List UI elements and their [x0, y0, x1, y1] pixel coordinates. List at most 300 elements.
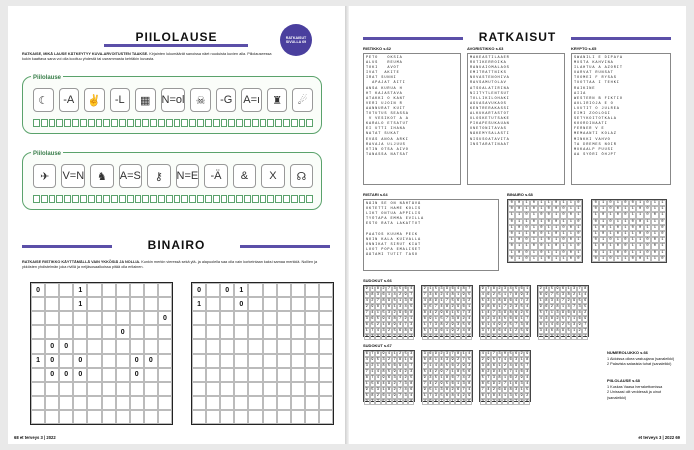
letter-box[interactable] — [267, 195, 274, 203]
binairo-cell[interactable] — [130, 382, 144, 396]
letter-box[interactable] — [283, 119, 290, 127]
binairo-cell[interactable]: 0 — [158, 311, 172, 325]
binairo-cell[interactable] — [116, 339, 130, 353]
letter-box[interactable] — [236, 119, 243, 127]
binairo-cell[interactable] — [102, 410, 116, 424]
binairo-cell[interactable] — [305, 368, 319, 382]
binairo-cell[interactable] — [130, 325, 144, 339]
letter-box[interactable] — [260, 119, 267, 127]
binairo-cell[interactable] — [45, 396, 59, 410]
letter-box[interactable] — [150, 119, 157, 127]
binairo-cell[interactable] — [234, 325, 248, 339]
binairo-cell[interactable] — [248, 339, 262, 353]
sudoku-cell: 7 — [584, 329, 587, 333]
letter-box[interactable] — [221, 119, 228, 127]
binairo-cell[interactable] — [305, 311, 319, 325]
binairo-cell[interactable] — [87, 297, 101, 311]
binairo-cell[interactable] — [116, 368, 130, 382]
binairo-cell[interactable] — [102, 311, 116, 325]
letter-box[interactable] — [181, 195, 188, 203]
binairo-cell[interactable] — [59, 410, 73, 424]
binairo-cell[interactable] — [305, 325, 319, 339]
sudoku-cell: 4 — [468, 352, 471, 356]
binairo-cell[interactable] — [144, 311, 158, 325]
binairo-cell[interactable] — [291, 325, 305, 339]
binairo-cell[interactable] — [305, 396, 319, 410]
binairo-cell[interactable] — [277, 368, 291, 382]
letter-box[interactable] — [244, 195, 251, 203]
letter-box[interactable] — [72, 195, 79, 203]
sudoku-cell: 4 — [503, 329, 507, 333]
sudoku-cell: 2 — [387, 329, 391, 333]
binairo-cell[interactable] — [87, 311, 101, 325]
binairo-cell[interactable] — [305, 410, 319, 424]
binairo-cell[interactable] — [59, 354, 73, 368]
sudoku-cell: 9 — [440, 311, 443, 315]
binairo-cell[interactable] — [45, 297, 59, 311]
binairo-cell[interactable] — [102, 325, 116, 339]
binairo-cell[interactable]: 0 — [130, 368, 144, 382]
letter-box[interactable] — [197, 119, 204, 127]
binairo-cell[interactable] — [31, 311, 45, 325]
binairo-cell[interactable] — [220, 354, 234, 368]
binairo-cell[interactable] — [206, 396, 220, 410]
binairo-cell[interactable] — [130, 297, 144, 311]
sudoku-cell: 5 — [382, 400, 385, 404]
letter-box[interactable] — [72, 119, 79, 127]
binairo-cell[interactable] — [277, 382, 291, 396]
binairo-cell[interactable] — [277, 311, 291, 325]
letter-box[interactable] — [158, 119, 165, 127]
binairo-solution-cell: 1 — [515, 256, 522, 262]
binairo-cell[interactable] — [31, 410, 45, 424]
binairo-cell[interactable] — [102, 354, 116, 368]
binairo-cell[interactable] — [206, 339, 220, 353]
binairo-cell[interactable] — [234, 410, 248, 424]
sudoku-cell: 2 — [371, 299, 374, 303]
binairo-cell[interactable]: 0 — [234, 297, 248, 311]
binairo-cell[interactable] — [277, 410, 291, 424]
binairo-cell[interactable] — [144, 382, 158, 396]
letter-box[interactable] — [135, 195, 142, 203]
letter-box[interactable] — [291, 119, 298, 127]
binairo-cell[interactable] — [263, 325, 277, 339]
binairo-cell[interactable] — [206, 382, 220, 396]
letter-box[interactable] — [49, 119, 56, 127]
binairo-cell[interactable] — [192, 396, 206, 410]
binairo-cell[interactable] — [116, 354, 130, 368]
letter-box[interactable] — [80, 195, 87, 203]
binairo-cell[interactable] — [248, 396, 262, 410]
letter-box[interactable] — [142, 119, 149, 127]
letter-box[interactable] — [221, 195, 228, 203]
binairo-cell[interactable] — [234, 382, 248, 396]
letter-box[interactable] — [244, 119, 251, 127]
binairo-cell[interactable] — [277, 283, 291, 297]
letter-box[interactable] — [103, 119, 110, 127]
binairo-cell[interactable]: 0 — [73, 368, 87, 382]
binairo-cell[interactable] — [87, 325, 101, 339]
binairo-cell[interactable] — [102, 283, 116, 297]
binairo-cell[interactable] — [263, 354, 277, 368]
letter-box[interactable] — [127, 119, 134, 127]
letter-box[interactable] — [306, 195, 313, 203]
binairo-cell[interactable] — [206, 283, 220, 297]
binairo-cell[interactable] — [291, 283, 305, 297]
binairo-cell[interactable] — [87, 382, 101, 396]
sudoku-cell: 4 — [509, 287, 512, 291]
binairo-cell[interactable]: 1 — [73, 297, 87, 311]
binairo-cell[interactable] — [87, 368, 101, 382]
binairo-cell[interactable] — [144, 325, 158, 339]
binairo-cell[interactable] — [206, 368, 220, 382]
binairo-cell[interactable] — [144, 297, 158, 311]
binairo-cell[interactable] — [59, 396, 73, 410]
binairo-cell[interactable] — [87, 339, 101, 353]
letter-box[interactable] — [181, 119, 188, 127]
binairo-cell[interactable] — [305, 339, 319, 353]
letter-box[interactable] — [135, 119, 142, 127]
binairo-cell[interactable]: 0 — [192, 283, 206, 297]
binairo-cell[interactable] — [263, 297, 277, 311]
letter-box[interactable] — [88, 195, 95, 203]
binairo-cell[interactable] — [319, 354, 333, 368]
ratkaisut-rule-right — [571, 37, 671, 40]
letter-box[interactable] — [119, 195, 126, 203]
binairo-cell[interactable] — [192, 382, 206, 396]
binairo-cell[interactable] — [305, 283, 319, 297]
sudoku-cell: 2 — [445, 323, 449, 327]
letter-box[interactable] — [275, 119, 282, 127]
binairo-cell[interactable] — [291, 311, 305, 325]
letter-box[interactable] — [174, 119, 181, 127]
binairo-solution-cell: 1 — [659, 237, 666, 243]
binairo-cell[interactable] — [263, 283, 277, 297]
binairo-cell[interactable] — [116, 297, 130, 311]
binairo-cell[interactable] — [220, 410, 234, 424]
binairo-cell[interactable] — [263, 311, 277, 325]
binairo-cell[interactable] — [102, 396, 116, 410]
binairo-cell[interactable] — [158, 339, 172, 353]
letter-box[interactable] — [205, 195, 212, 203]
sudoku-cell: 6 — [514, 382, 518, 386]
binairo-cell[interactable] — [305, 297, 319, 311]
binairo-cell[interactable] — [130, 311, 144, 325]
letter-box[interactable] — [111, 195, 118, 203]
binairo-cell[interactable]: 0 — [116, 325, 130, 339]
binairo-cell[interactable] — [234, 339, 248, 353]
binairo-cell[interactable] — [291, 368, 305, 382]
binairo-cell[interactable] — [158, 382, 172, 396]
binairo-cell[interactable] — [59, 311, 73, 325]
letter-box[interactable] — [64, 195, 71, 203]
binairo-cell[interactable] — [319, 382, 333, 396]
binairo-cell[interactable] — [234, 368, 248, 382]
binairo-cell[interactable] — [102, 339, 116, 353]
binairo-cell[interactable] — [31, 297, 45, 311]
letter-box[interactable] — [166, 119, 173, 127]
binairo-cell[interactable] — [130, 396, 144, 410]
binairo-cell[interactable] — [144, 410, 158, 424]
binairo-cell[interactable]: 0 — [144, 354, 158, 368]
binairo-cell[interactable] — [31, 325, 45, 339]
binairo-cell[interactable] — [319, 325, 333, 339]
binairo-cell[interactable] — [263, 410, 277, 424]
binairo-cell[interactable] — [116, 283, 130, 297]
letter-box[interactable] — [119, 119, 126, 127]
binairo-cell[interactable] — [116, 396, 130, 410]
binairo-solution-cell: 0 — [629, 200, 636, 206]
binairo-cell[interactable] — [248, 311, 262, 325]
binairo-cell[interactable] — [319, 283, 333, 297]
binairo-cell[interactable] — [192, 368, 206, 382]
binairo-cell[interactable] — [291, 297, 305, 311]
binairo-cell[interactable] — [291, 339, 305, 353]
binairo-cell[interactable] — [319, 339, 333, 353]
binairo-cell[interactable] — [263, 339, 277, 353]
binairo-cell[interactable] — [144, 396, 158, 410]
letter-box[interactable] — [252, 119, 259, 127]
letter-box[interactable] — [228, 119, 235, 127]
letter-box[interactable] — [33, 195, 40, 203]
binairo-cell[interactable] — [31, 382, 45, 396]
binairo-solution-cell: 0 — [644, 250, 651, 256]
binairo-cell[interactable] — [263, 396, 277, 410]
binairo-cell[interactable] — [31, 368, 45, 382]
letter-box[interactable] — [33, 119, 40, 127]
letter-box[interactable] — [56, 195, 63, 203]
letter-box[interactable] — [142, 195, 149, 203]
letter-box[interactable] — [189, 119, 196, 127]
binairo-cell[interactable] — [116, 410, 130, 424]
letter-box[interactable] — [267, 119, 274, 127]
binairo-cell[interactable] — [45, 410, 59, 424]
binairo-cell[interactable] — [234, 311, 248, 325]
letter-box[interactable] — [49, 195, 56, 203]
binairo-cell[interactable] — [144, 339, 158, 353]
binairo-cell[interactable] — [291, 396, 305, 410]
binairo-cell[interactable] — [192, 354, 206, 368]
letter-box[interactable] — [197, 195, 204, 203]
letter-box[interactable] — [96, 119, 103, 127]
binairo-cell[interactable] — [319, 297, 333, 311]
binairo-cell[interactable] — [305, 354, 319, 368]
letter-box[interactable] — [41, 195, 48, 203]
binairo-cell[interactable]: 1 — [234, 283, 248, 297]
binairo-cell[interactable] — [144, 283, 158, 297]
binairo-cell[interactable] — [59, 297, 73, 311]
binairo-cell[interactable] — [234, 354, 248, 368]
binairo-cell[interactable] — [45, 283, 59, 297]
binairo-cell[interactable]: 0 — [31, 283, 45, 297]
binairo-cell[interactable] — [319, 396, 333, 410]
binairo-cell[interactable] — [158, 325, 172, 339]
binairo-cell[interactable] — [192, 325, 206, 339]
letter-box[interactable] — [213, 119, 220, 127]
binairo-cell[interactable]: 0 — [73, 354, 87, 368]
letter-box[interactable] — [41, 119, 48, 127]
letter-box[interactable] — [158, 195, 165, 203]
sudoku-cell: 4 — [423, 299, 426, 303]
binairo-cell[interactable] — [277, 354, 291, 368]
binairo-cell[interactable] — [158, 410, 172, 424]
binairo-cell[interactable] — [73, 311, 87, 325]
letter-box[interactable] — [283, 195, 290, 203]
letter-box[interactable] — [189, 195, 196, 203]
binairo-cell[interactable] — [192, 339, 206, 353]
binairo-cell[interactable] — [144, 368, 158, 382]
binairo-cell[interactable] — [319, 410, 333, 424]
letter-box[interactable] — [291, 195, 298, 203]
binairo-cell[interactable] — [263, 382, 277, 396]
binairo-cell[interactable]: 0 — [130, 354, 144, 368]
binairo-cell[interactable] — [130, 283, 144, 297]
sudoku-cell: 5 — [429, 305, 432, 309]
binairo-cell[interactable] — [291, 410, 305, 424]
binairo-cell[interactable] — [192, 311, 206, 325]
binairo-cell[interactable]: 0 — [45, 368, 59, 382]
binairo-cell[interactable] — [206, 354, 220, 368]
binairo-cell[interactable]: 0 — [45, 354, 59, 368]
binairo-cell[interactable] — [59, 325, 73, 339]
letter-box[interactable] — [252, 195, 259, 203]
binairo-cell[interactable] — [319, 368, 333, 382]
letter-box[interactable] — [228, 195, 235, 203]
binairo-cell[interactable] — [206, 311, 220, 325]
letter-box[interactable] — [127, 195, 134, 203]
binairo-cell[interactable] — [158, 368, 172, 382]
binairo-solution-cell: 0 — [530, 206, 537, 212]
binairo-cell[interactable] — [206, 410, 220, 424]
binairo-cell[interactable] — [73, 396, 87, 410]
binairo-cell[interactable] — [248, 325, 262, 339]
letter-box[interactable] — [56, 119, 63, 127]
binairo-cell[interactable] — [45, 311, 59, 325]
binairo-cell[interactable] — [277, 396, 291, 410]
binairo-cell[interactable] — [263, 368, 277, 382]
binairo-cell[interactable] — [291, 354, 305, 368]
binairo-solution-cell: 0 — [651, 212, 658, 218]
binairo-cell[interactable] — [220, 368, 234, 382]
binairo-cell[interactable]: 0 — [59, 339, 73, 353]
binairo-cell[interactable] — [277, 297, 291, 311]
binairo-cell[interactable] — [277, 325, 291, 339]
binairo-cell[interactable] — [248, 368, 262, 382]
binairo-cell[interactable]: 0 — [45, 339, 59, 353]
binairo-cell[interactable] — [220, 396, 234, 410]
letter-box[interactable] — [111, 119, 118, 127]
binairo-cell[interactable] — [87, 396, 101, 410]
binairo-cell[interactable] — [87, 283, 101, 297]
binairo-cell[interactable] — [158, 297, 172, 311]
sudoku-cell: 5 — [550, 287, 553, 291]
sudoku-cell: 1 — [539, 299, 542, 303]
binairo-cell[interactable] — [220, 382, 234, 396]
letter-box[interactable] — [236, 195, 243, 203]
binairo-cell[interactable] — [192, 410, 206, 424]
letter-box[interactable] — [88, 119, 95, 127]
binairo-cell[interactable] — [45, 382, 59, 396]
binairo-cell[interactable] — [87, 354, 101, 368]
binairo-cell[interactable] — [102, 382, 116, 396]
sudoku-cell: 8 — [423, 311, 426, 315]
binairo-cell[interactable] — [130, 410, 144, 424]
binairo-cell[interactable] — [31, 339, 45, 353]
binairo-cell[interactable]: 1 — [192, 297, 206, 311]
binairo-cell[interactable] — [116, 382, 130, 396]
sudoku-cell: 8 — [382, 299, 385, 303]
binairo-cell[interactable] — [158, 283, 172, 297]
binairo-cell[interactable] — [130, 339, 144, 353]
binairo-cell[interactable] — [73, 325, 87, 339]
binairo-cell[interactable]: 1 — [73, 283, 87, 297]
letter-box[interactable] — [306, 119, 313, 127]
binairo-cell[interactable] — [206, 325, 220, 339]
binairo-cell[interactable] — [45, 325, 59, 339]
binairo-cell[interactable]: 0 — [220, 283, 234, 297]
binairo-cell[interactable] — [248, 382, 262, 396]
letter-box[interactable] — [103, 195, 110, 203]
binairo-cell[interactable] — [248, 354, 262, 368]
sudoku-cell: 1 — [487, 400, 490, 404]
letter-box[interactable] — [275, 195, 282, 203]
letter-box[interactable] — [260, 195, 267, 203]
binairo-cell[interactable] — [248, 283, 262, 297]
binairo-cell[interactable] — [277, 339, 291, 353]
binairo-cell[interactable] — [59, 283, 73, 297]
binairo-cell[interactable] — [248, 410, 262, 424]
binairo-cell[interactable]: 1 — [31, 354, 45, 368]
binairo-solution-cell: 1 — [592, 225, 599, 231]
binairo-cell[interactable] — [220, 325, 234, 339]
letter-box[interactable] — [150, 195, 157, 203]
letter-box[interactable] — [213, 195, 220, 203]
binairo-cell[interactable]: 0 — [59, 368, 73, 382]
letter-box[interactable] — [64, 119, 71, 127]
binairo-cell[interactable] — [305, 382, 319, 396]
binairo-cell[interactable] — [206, 297, 220, 311]
binairo-cell[interactable] — [158, 354, 172, 368]
binairo-cell[interactable] — [87, 410, 101, 424]
letter-box[interactable] — [299, 119, 306, 127]
binairo-cell[interactable] — [291, 382, 305, 396]
binairo-cell[interactable] — [234, 396, 248, 410]
binairo-cell[interactable] — [102, 297, 116, 311]
binairo-cell[interactable] — [73, 410, 87, 424]
binairo-cell[interactable] — [220, 297, 234, 311]
letter-box[interactable] — [80, 119, 87, 127]
binairo-cell[interactable] — [73, 339, 87, 353]
binairo-cell[interactable] — [102, 368, 116, 382]
letter-box[interactable] — [299, 195, 306, 203]
letter-box[interactable] — [205, 119, 212, 127]
sudoku-cell: 1 — [451, 400, 454, 404]
binairo-cell[interactable] — [31, 396, 45, 410]
binairo-cell[interactable] — [248, 297, 262, 311]
binairo-cell[interactable] — [220, 339, 234, 353]
sudoku-cell: 8 — [376, 287, 379, 291]
binairo-cell[interactable] — [73, 382, 87, 396]
binairo-cell[interactable] — [220, 311, 234, 325]
binairo-cell[interactable] — [59, 382, 73, 396]
binairo-cell[interactable] — [116, 311, 130, 325]
letter-box[interactable] — [96, 195, 103, 203]
letter-box[interactable] — [174, 195, 181, 203]
binairo-cell[interactable] — [319, 311, 333, 325]
sudoku-cell: 7 — [498, 335, 501, 339]
letter-box[interactable] — [166, 195, 173, 203]
binairo-cell[interactable] — [158, 396, 172, 410]
